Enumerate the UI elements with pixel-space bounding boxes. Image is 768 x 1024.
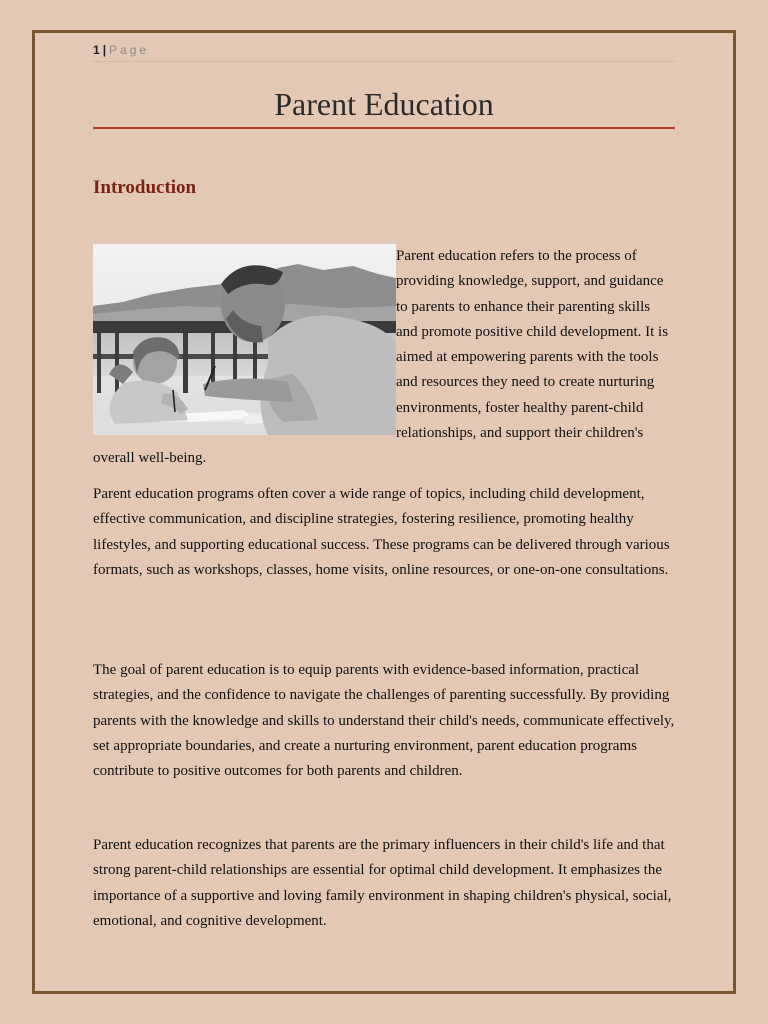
paragraph-3 bbox=[93, 658, 675, 784]
page-label: Page bbox=[109, 43, 150, 57]
header-separator: | bbox=[102, 43, 107, 57]
paragraph-4-text: Parent education recognizes that parents are the primary influencers in their child's life and that strong parent-child relationships are essential for optimal child development. It emphasizes the importance of a supportive and loving family environment in shaping children's physical, social, emotional, and cognitive development. bbox=[93, 837, 672, 929]
paragraph-1-text: Parent education refers to the process of providing knowledge, support, and guidance to parents to enhance their parenting skills and promote positive child development. It is aimed at empowering parents with the tools and resources they need to create nurturing environments, foster healthy parent-child relationships, and support their children's overall well-being. bbox=[93, 248, 669, 467]
title-underline bbox=[93, 127, 675, 129]
paragraph-1 bbox=[93, 244, 675, 472]
section-heading-introduction: Introduction bbox=[93, 177, 197, 198]
father-daughter-photo bbox=[93, 244, 396, 435]
paragraph-4 bbox=[93, 833, 675, 934]
page-number: 1 bbox=[93, 43, 100, 57]
paragraph-2 bbox=[93, 482, 675, 583]
photo-illustration bbox=[93, 244, 396, 435]
document-title: Parent Education bbox=[274, 86, 494, 122]
paragraph-2-text: Parent education programs often cover a wide range of topics, including child development, effective communication, and discipline strategies, fostering resilience, promoting healthy lifestyles, and supporting educational success. These programs can be delivered through various formats, such as workshops, classes, home visits, online resources, or one-on-one consultations. bbox=[93, 486, 670, 578]
page-header bbox=[93, 43, 675, 62]
paragraph-3-text: The goal of parent education is to equip parents with evidence-based information, practical strategies, and the confidence to navigate the challenges of parenting successfully. By providing parents with the knowledge and skills to understand their child's needs, communicate effectively, set appropriate boundaries, and create a nurturing environment, parent education programs contribute to positive outcomes for both parents and children. bbox=[93, 662, 675, 780]
